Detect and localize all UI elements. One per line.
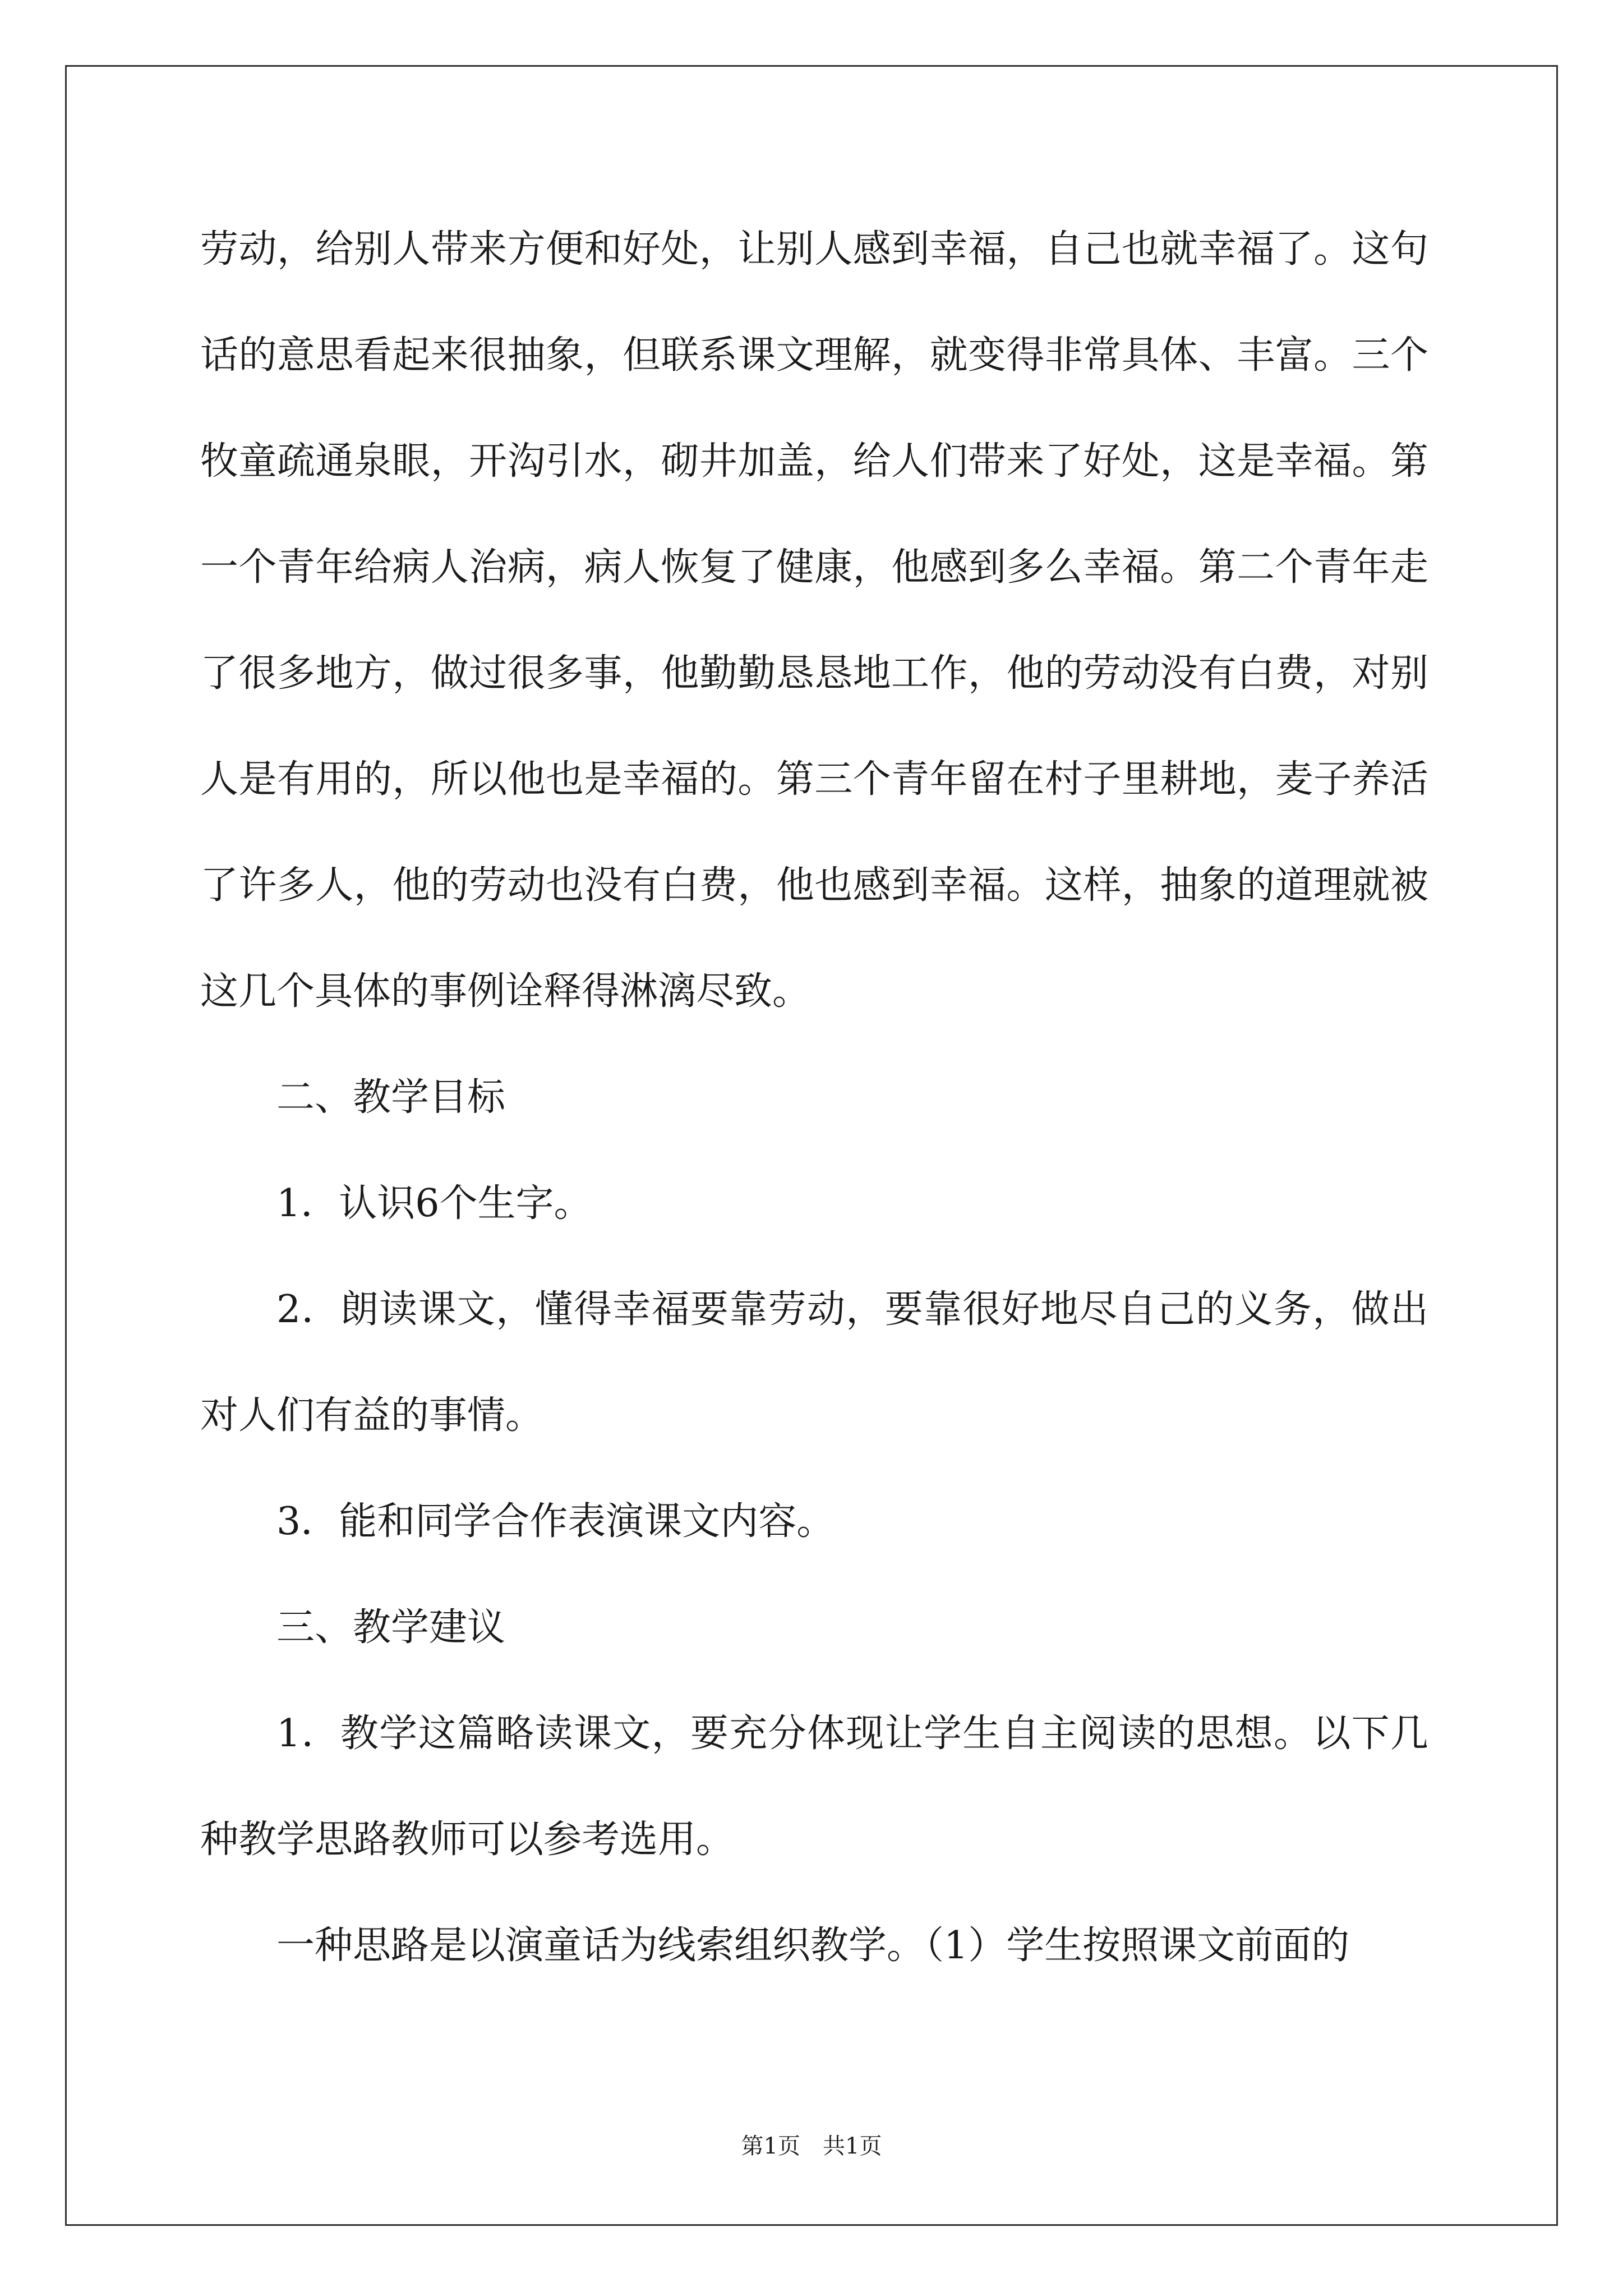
goal-item-2: 2．朗读课文，懂得幸福要靠劳动，要靠很好地尽自己的义务，做出对人们有益的事情。 bbox=[200, 1287, 1428, 1438]
goal-item-1: 1．认识6个生字。 bbox=[276, 1181, 592, 1226]
paragraph-continued: 劳动，给别人带来方便和好处，让别人感到幸福，自己也就幸福了。这句话的意思看起来很抽象，但联系课文理解，就变得非常具体、丰富。三个牧童疏通泉眼，开沟引水，砌井加盖，给人们带来了好处，这是幸福。第一个青年给病人治病，病人恢复了健康，他感到多么幸福。第二个青年走了很多地方，做过很多事，他勤勤恳恳地工作，他的劳动没有白费，对别人是有用的，所以他也是幸福的。第三个青年留在村子里耕地，麦子养活了许多人，他的劳动也没有白费，他也感到幸福。这样，抽象的道理就被这几个具体的事例诠释得淋漓尽致。 bbox=[200, 227, 1428, 1014]
section-heading-suggestions: 三、教学建议 bbox=[276, 1605, 506, 1650]
section-heading-goals: 二、教学目标 bbox=[276, 1075, 506, 1120]
document-body bbox=[200, 196, 1428, 1999]
suggestion-item-1: 1．教学这篇略读课文，要充分体现让学生自主阅读的思想。以下几种教学思路教师可以参考选用。 bbox=[200, 1711, 1428, 1862]
goal-item-3: 3．能和同学合作表演课文内容。 bbox=[276, 1499, 835, 1544]
suggestion-paragraph: 一种思路是以演童话为线索组织教学。（1）学生按照课文前面的 bbox=[276, 1924, 1350, 1968]
page-number-footer: 第1页 共1页 bbox=[741, 2133, 882, 2159]
